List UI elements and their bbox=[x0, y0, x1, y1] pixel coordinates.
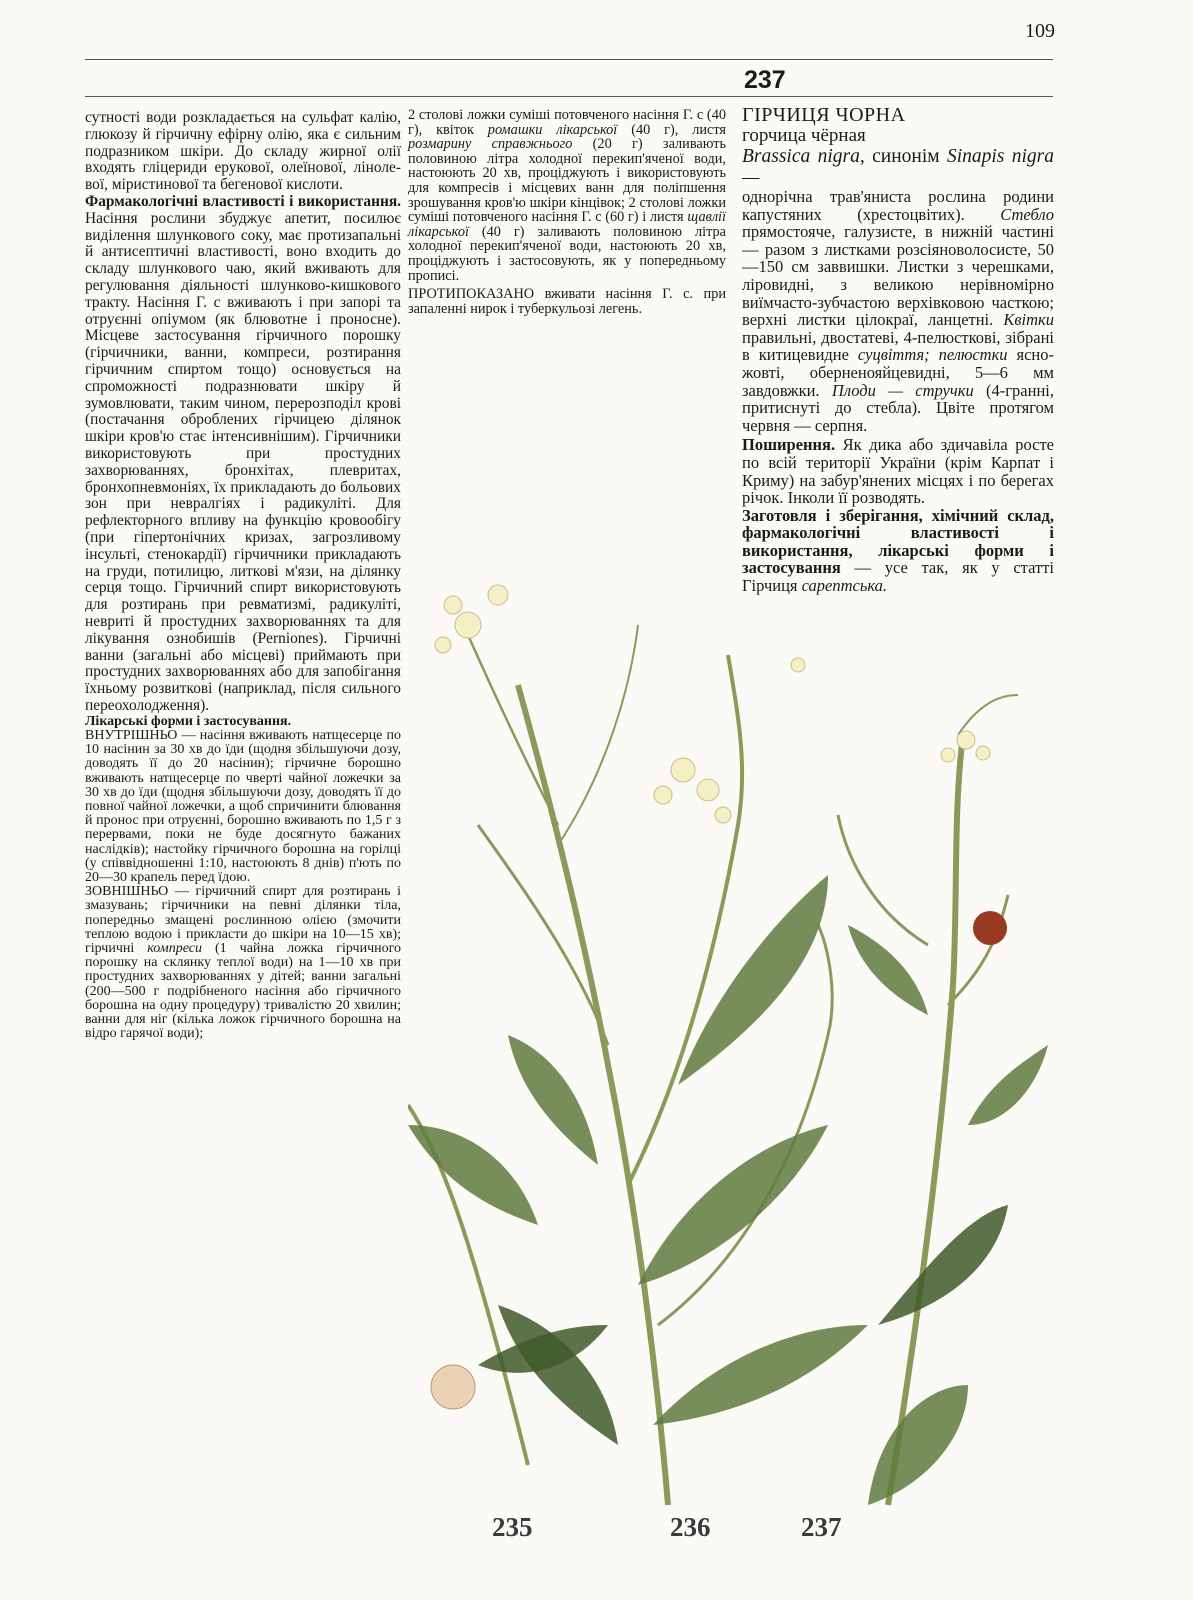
figure-label-236: 236 bbox=[670, 1512, 711, 1542]
text-column-middle bbox=[408, 108, 726, 316]
figure-label-237: 237 bbox=[801, 1512, 842, 1542]
compress-term: компреси bbox=[147, 940, 202, 956]
flowers-label: Квітки bbox=[1003, 310, 1054, 330]
distribution-heading: Поширення. bbox=[742, 435, 836, 455]
plant-name-chamomile: ромашки лікарської bbox=[487, 121, 618, 138]
plant-name-rosemary: розмарину справжнього bbox=[408, 136, 573, 153]
plant-237-black-mustard bbox=[838, 695, 1048, 1505]
distribution-paragraph bbox=[742, 436, 1054, 506]
recipe-text: 2 столові ложки суміші потовченого насіння Г. с (40 г), квіток bbox=[408, 107, 726, 138]
description-text: прямостояче, галузисте, в нижній частині — разом з листками розсіяноволосисте, 50—150 см заввишки. Листки з черешками, ліровидні, з великою нерівномірно виїмчасто-зубчастою верхівковою часткою; верхні листки цілокраї, ланцетні. bbox=[742, 222, 1054, 330]
entry-number: 237 bbox=[744, 66, 786, 94]
entry-latin-name bbox=[742, 146, 1054, 188]
recipe-text: (40 г), листя bbox=[631, 121, 726, 138]
dosage-forms-section bbox=[85, 715, 401, 1042]
recipe-text: (40 г) заливають половиною літра холодної перекип'яченої води, настоюють 20 хв, проціджують і застосовують, як у попередньому прописі. bbox=[408, 223, 726, 284]
latin-name: Brassica nigra, bbox=[742, 146, 865, 167]
stem-label: Стебло bbox=[1000, 204, 1055, 224]
pharmacology-paragraph bbox=[85, 194, 401, 715]
pharmacology-heading: Фармакологічні властивості і використання. bbox=[85, 192, 401, 210]
description-text: однорічна трав'яниста рослина родини капустяних (хрестоцвітих). bbox=[742, 187, 1054, 224]
harvest-text: — усе так, як у статті Гірчиця bbox=[742, 558, 1054, 596]
dosage-forms-heading: Лікарські форми і застосування. bbox=[85, 713, 292, 729]
contraindication-text: вживати насіння Г. с. при запаленні нирок і туберкульозі легень. bbox=[408, 286, 726, 317]
entry-title: ГІРЧИЦЯ ЧОРНА bbox=[742, 104, 906, 126]
recipes-paragraph bbox=[408, 108, 726, 283]
external-use-label: ЗОВНІШНЬО — bbox=[85, 884, 189, 900]
contraindication-paragraph bbox=[408, 287, 726, 316]
description-text: ясно-жовті, оберненояйцевидні, 5—6 мм завдовжки. bbox=[742, 345, 1055, 400]
synonym-latin: Sinapis nigra — bbox=[742, 146, 1054, 188]
text-column-right bbox=[742, 104, 1054, 595]
harvest-heading: Заготовля і зберігання, хімічний склад, фармакологічні властивості і використання, лікарські форми і застосування bbox=[742, 505, 1054, 578]
distribution-text: Як дика або здичавіла росте по всій території України (крім Карпат і Криму) на забур'янених місцях і по берегах річок. Інколи її розводять. bbox=[742, 435, 1055, 508]
header-rule bbox=[85, 96, 1053, 97]
external-use-paragraph bbox=[85, 885, 401, 1041]
internal-use-paragraph bbox=[85, 729, 401, 885]
fruit-label: Плоди — стручки bbox=[831, 380, 974, 400]
synonym-word: синонім bbox=[872, 146, 940, 167]
internal-use-label: ВНУТРІШНЬО — bbox=[85, 727, 196, 743]
cross-reference: сарептська. bbox=[801, 576, 888, 596]
contraindication-label: ПРОТИПОКАЗАНО bbox=[408, 286, 535, 303]
figure-label-235: 235 bbox=[492, 1512, 533, 1542]
text-column-left bbox=[85, 110, 401, 1041]
page-number: 109 bbox=[1025, 20, 1055, 42]
description-text: правильні, двостатеві, 4-пелюсткові, зібрані в китицевидне bbox=[742, 327, 1054, 365]
pharmacology-text: Насіння рослини збуджує апетит, посилює виділення шлункового соку, має протизапальні й антисептичні властивості, воно входить до складу шлункового чаю, який вживають для регулювання діяльності шлунково-кишкового тракту. Насіння Г. с вживають і при запорі та отруєнні опіумом (як блювотне і проносне). Місцеве застосування гірчичного порошку (гірчичники, ванни, компреси, розтирання гірчичним спиртом тощо) основується на спроможності подразнювати шкіру й зумовлювати, таким чином, перерозподіл крові (постачання оброблених гірчицею ділянок шкіри кров'ю стає інтенсивнішим). Гірчичники використовують при простудних захворюваннях, бронхітах, плевритах, бронхопневмоніях, їх прикладають до больових зон при невралгіях і радикуліті. Для рефлекторного впливу на функцію кровообігу (при гіпертонічних кризах, загрозливому інсульті, стенокардії) гірчичники прикладають на груди, потилицю, литкові м'язи, на ділянку серця тощо. Гірчичний спирт використовують для розтирань при ревматизмі, радикуліті, невриті й простудних захворюваннях та для лікування ознобишів (Perniones). Гірчичні ванни (загальні або місцеві) приймають при простудних захворюваннях або для запобігання їхньому розвиткові (наприклад, після сильного переохолодження). bbox=[85, 209, 401, 714]
description-paragraph bbox=[742, 188, 1054, 434]
internal-use-text: насіння вживають натщесерце по 10 насінин за 30 хв до їди (щодня збільшуючи дозу, доводять її до 20 насінин); гірчичне борошно вживають натщесерце по чверті чайної ложечки за 30 хв до їди (щодня збільшуючи дозу, доводять її до повної чайної ложечки, а щоб спричинити блювання й пронос при отруєнні, борошно вживають по 1,5 г з перервами, поки не буде досягнуто бажаних наслідків); настойку гірчичного борошна на горілці (у співвідношенні 1:10, настоюють 8 днів) п'ють по 20—30 крапель перед їдою. bbox=[85, 727, 402, 885]
plant-name-sage: щавлії лікарської bbox=[408, 209, 726, 240]
description-text: (4-гранні, притиснуті до стебла). Цвіте протягом червня — серпня. bbox=[742, 380, 1054, 435]
external-use-text: гірчичний спирт для розтирань і змазувань; гірчичники на певні ділянки тіла, попередньо змащені рослинною олією (змочити теплою водою і прикласти до шкіри на 10—15 хв); гірчичні bbox=[85, 884, 402, 956]
top-rule bbox=[85, 59, 1053, 60]
recipe-text: (20 г) заливають половиною літра холодної перекип'яченої води, настоюють 20 хв, проціджують і використовують для компресів і місцевих ванн для поліпшення зрошування кров'ю шкіри кінцівок; 2 столові ложки суміші потовченого насіння Г. с (60 г) і листя bbox=[408, 136, 726, 226]
external-use-text-cont: (1 чайна ложка гірчичного порошку на склянку теплої води) на 1—10 хв при простудних захворюваннях у дітей; ванни загальні (200—500 г подрібненого насіння або гірчичного борошна на одну процедуру) тривалістю 20 хвилин; ванни для ніг (кілька ложок гірчичного борошна на відро гарячої води); bbox=[85, 940, 402, 1042]
chemistry-paragraph: сутності води розкладається на сульфат калію, глюкозу й гірчичну ефірну олію, яка є сильним подразником шкіри. До складу жирної олії входять гліцериди ерукової, олеїнової, лінолевої, міристинової та бегенової кислоти. bbox=[85, 109, 401, 194]
botanical-illustration bbox=[408, 565, 1063, 1515]
inflorescence-label: суцвіття; пелюстки bbox=[857, 345, 1008, 365]
entry-title-russian: горчица чёрная bbox=[742, 125, 866, 146]
